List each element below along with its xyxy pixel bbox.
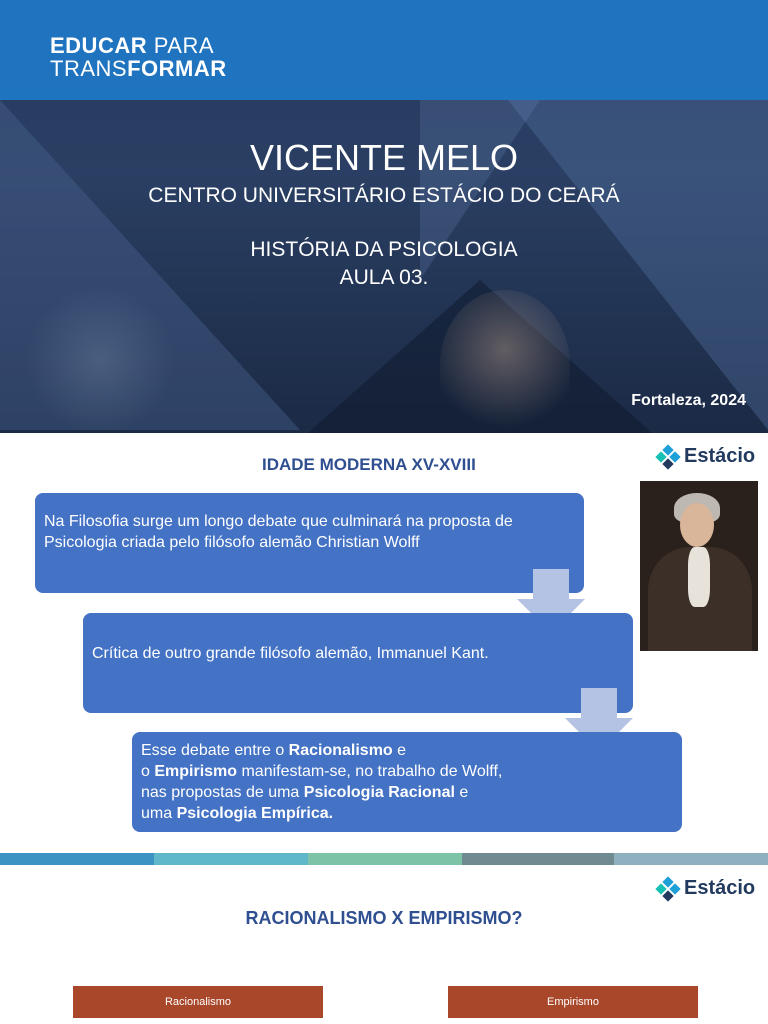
lesson-number: AULA 03.: [339, 266, 429, 289]
stripe-segment: [154, 853, 308, 865]
process-box-debate: Esse debate entre o Racionalismo e o Empirismo manifestam-se, no trabalho de Wolff, nas propostas de uma Psicologia Racional e uma Psicologia Empírica.: [132, 732, 682, 832]
process-box-kant: [83, 613, 633, 713]
brand-word: TRANS: [50, 56, 128, 81]
brand-word: PARA: [147, 33, 215, 58]
stripe-segment: [462, 853, 614, 865]
box-text: Crítica de outro grande filósofo alemão, Immanuel Kant.: [92, 645, 489, 662]
stripe-segment: [614, 853, 768, 865]
estacio-logo: [657, 877, 755, 900]
tag-racionalismo: Racionalismo: [73, 986, 323, 1018]
slide-title: IDADE MODERNA XV-XVIII: [262, 455, 476, 474]
course-title: HISTÓRIA DA PSICOLOGIA: [250, 238, 518, 261]
logo-text: Estácio: [684, 445, 756, 467]
stripe-segment: [308, 853, 462, 865]
brand-word: EDUCAR: [50, 33, 148, 58]
emphasis: Psicologia Empírica.: [176, 805, 334, 822]
brand-logo: [50, 34, 227, 80]
background-photo: [440, 290, 570, 433]
emphasis: Empirismo: [154, 763, 238, 780]
institution-name: CENTRO UNIVERSITÁRIO ESTÁCIO DO CEARÁ: [148, 184, 620, 207]
presenter-name: VICENTE MELO: [249, 137, 519, 178]
kant-portrait: [640, 481, 758, 651]
process-box-wolff: [35, 493, 584, 593]
content-slide-moderna: [0, 433, 768, 853]
location-date: Fortaleza, 2024: [631, 392, 746, 409]
emphasis: Psicologia Racional: [303, 784, 455, 801]
background-photo: [20, 290, 180, 430]
stripe-segment: [0, 853, 154, 865]
emphasis: Racionalismo: [288, 742, 393, 759]
box-text: Na Filosofia surge um longo debate que culminará na proposta de Psicologia criada pelo filósofo alemão Christian Wolff: [44, 513, 513, 551]
brand-word: FORMAR: [127, 56, 227, 81]
estacio-mark-icon: [657, 878, 679, 900]
logo-text: Estácio: [684, 877, 756, 899]
slide-title: RACIONALISMO X EMPIRISMO?: [245, 908, 523, 928]
brand-bar: [0, 0, 768, 100]
estacio-mark-icon: [657, 446, 679, 468]
title-slide: [0, 0, 768, 433]
tag-empirismo: Empirismo: [448, 986, 698, 1018]
estacio-logo: [657, 445, 755, 468]
content-slide-racionalismo: [0, 865, 768, 1024]
